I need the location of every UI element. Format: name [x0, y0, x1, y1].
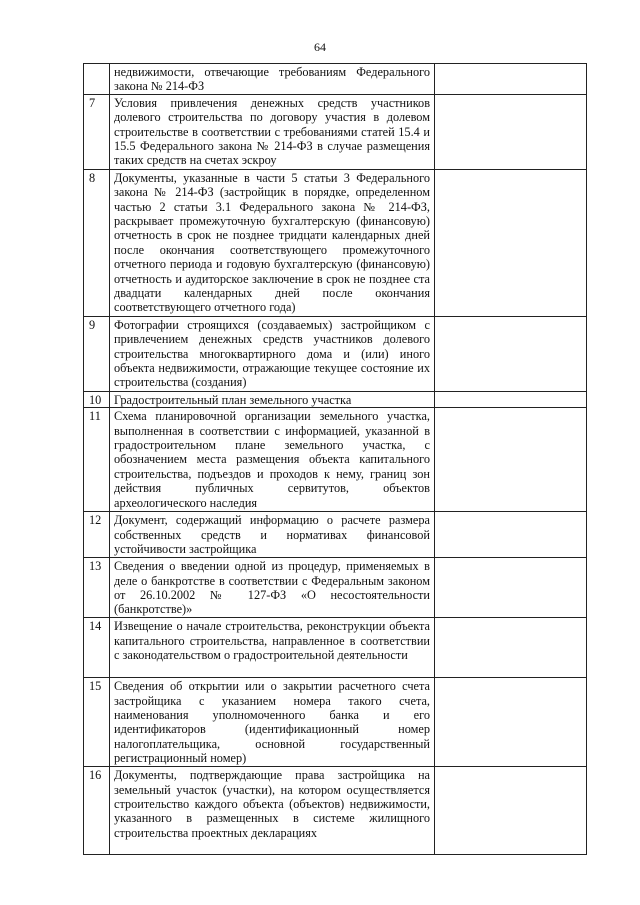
- row-text: Схема планировочной организации земельного участка, выполненная в соответствии с информацией, указанной в градостроительном плане земельного участка, с обозначением места размещения объекта капитального строительства, подъездов и проходов к нему, границ зон действия публичных сервитутов, объектов археологического наследия: [110, 408, 435, 512]
- row-number: 10: [84, 391, 110, 407]
- row-text: Документы, подтверждающие права застройщика на земельный участок (участки), на котором осуществляется строительство каждого объекта (объектов) недвижимости, указанного в размещенных в системе жилищного строительства проектных декларациях: [110, 767, 435, 855]
- row-number: 8: [84, 169, 110, 316]
- page-number: 64: [314, 40, 326, 54]
- row-number: 7: [84, 94, 110, 169]
- row-blank-cell: [435, 618, 587, 678]
- row-blank-cell: [435, 64, 587, 95]
- row-number: 13: [84, 558, 110, 618]
- row-blank-cell: [435, 512, 587, 558]
- row-number: 11: [84, 408, 110, 512]
- row-text: Документ, содержащий информацию о расчете размера собственных средств и нормативах финансовой устойчивости застройщика: [110, 512, 435, 558]
- row-blank-cell: [435, 408, 587, 512]
- row-text: Извещение о начале строительства, реконструкции объекта капитального строительства, направленное в соответствии с законодательством о градостроительной деятельности: [110, 618, 435, 678]
- row-text: недвижимости, отвечающие требованиям Федерального закона № 214-ФЗ: [110, 64, 435, 95]
- row-blank-cell: [435, 767, 587, 855]
- row-number: 12: [84, 512, 110, 558]
- table-row: [84, 618, 587, 678]
- row-blank-cell: [435, 169, 587, 316]
- table-row: [84, 678, 587, 767]
- row-number: 9: [84, 316, 110, 391]
- disclosure-table: [83, 63, 587, 855]
- row-number: [84, 64, 110, 95]
- row-number: 15: [84, 678, 110, 767]
- row-text: Фотографии строящихся (создаваемых) застройщиком с привлечением денежных средств участников долевого строительства многоквартирного дома и (или) иного объекта недвижимости, отражающие текущее состояние их строительства (создания): [110, 316, 435, 391]
- row-blank-cell: [435, 316, 587, 391]
- table-row: [84, 767, 587, 855]
- table-row: [84, 391, 587, 407]
- table-row: [84, 169, 587, 316]
- row-text: Условия привлечения денежных средств участников долевого строительства по договору участия в долевом строительстве в соответствии с требованиями статей 15.4 и 15.5 Федерального закона № 214-ФЗ в случае размещения таких средств на счетах эскроу: [110, 94, 435, 169]
- table-row: [84, 558, 587, 618]
- table-row: [84, 94, 587, 169]
- row-number: 16: [84, 767, 110, 855]
- row-text: Документы, указанные в части 5 статьи 3 Федерального закона № 214-ФЗ (застройщик в порядке, определенном частью 2 статьи 3.1 Федерального закона № 214-ФЗ, раскрывает промежуточную бухгалтерскую (финансовую) отчетность в срок не позднее тридцати календарных дней после окончания соответствующего промежуточного отчетного периода и годовую бухгалтерскую (финансовую) отчетность и аудиторское заключение в срок не позднее ста двадцати календарных дней после окончания соответствующего отчетного года): [110, 169, 435, 316]
- row-number: 14: [84, 618, 110, 678]
- table-row: [84, 408, 587, 512]
- row-blank-cell: [435, 391, 587, 407]
- row-blank-cell: [435, 94, 587, 169]
- row-text: Градостроительный план земельного участка: [110, 391, 435, 407]
- table-row: [84, 512, 587, 558]
- row-text: Сведения об открытии или о закрытии расчетного счета застройщика с указанием номера такого счета, наименования уполномоченного банка и его идентификаторов (идентификационный номер налогоплательщика, основной государственный регистрационный номер): [110, 678, 435, 767]
- row-text: Сведения о введении одной из процедур, применяемых в деле о банкротстве в соответствии с Федеральным законом от 26.10.2002 № 127-ФЗ «О несостоятельности (банкротстве)»: [110, 558, 435, 618]
- table-row: [84, 64, 587, 95]
- row-blank-cell: [435, 678, 587, 767]
- table-row: [84, 316, 587, 391]
- row-blank-cell: [435, 558, 587, 618]
